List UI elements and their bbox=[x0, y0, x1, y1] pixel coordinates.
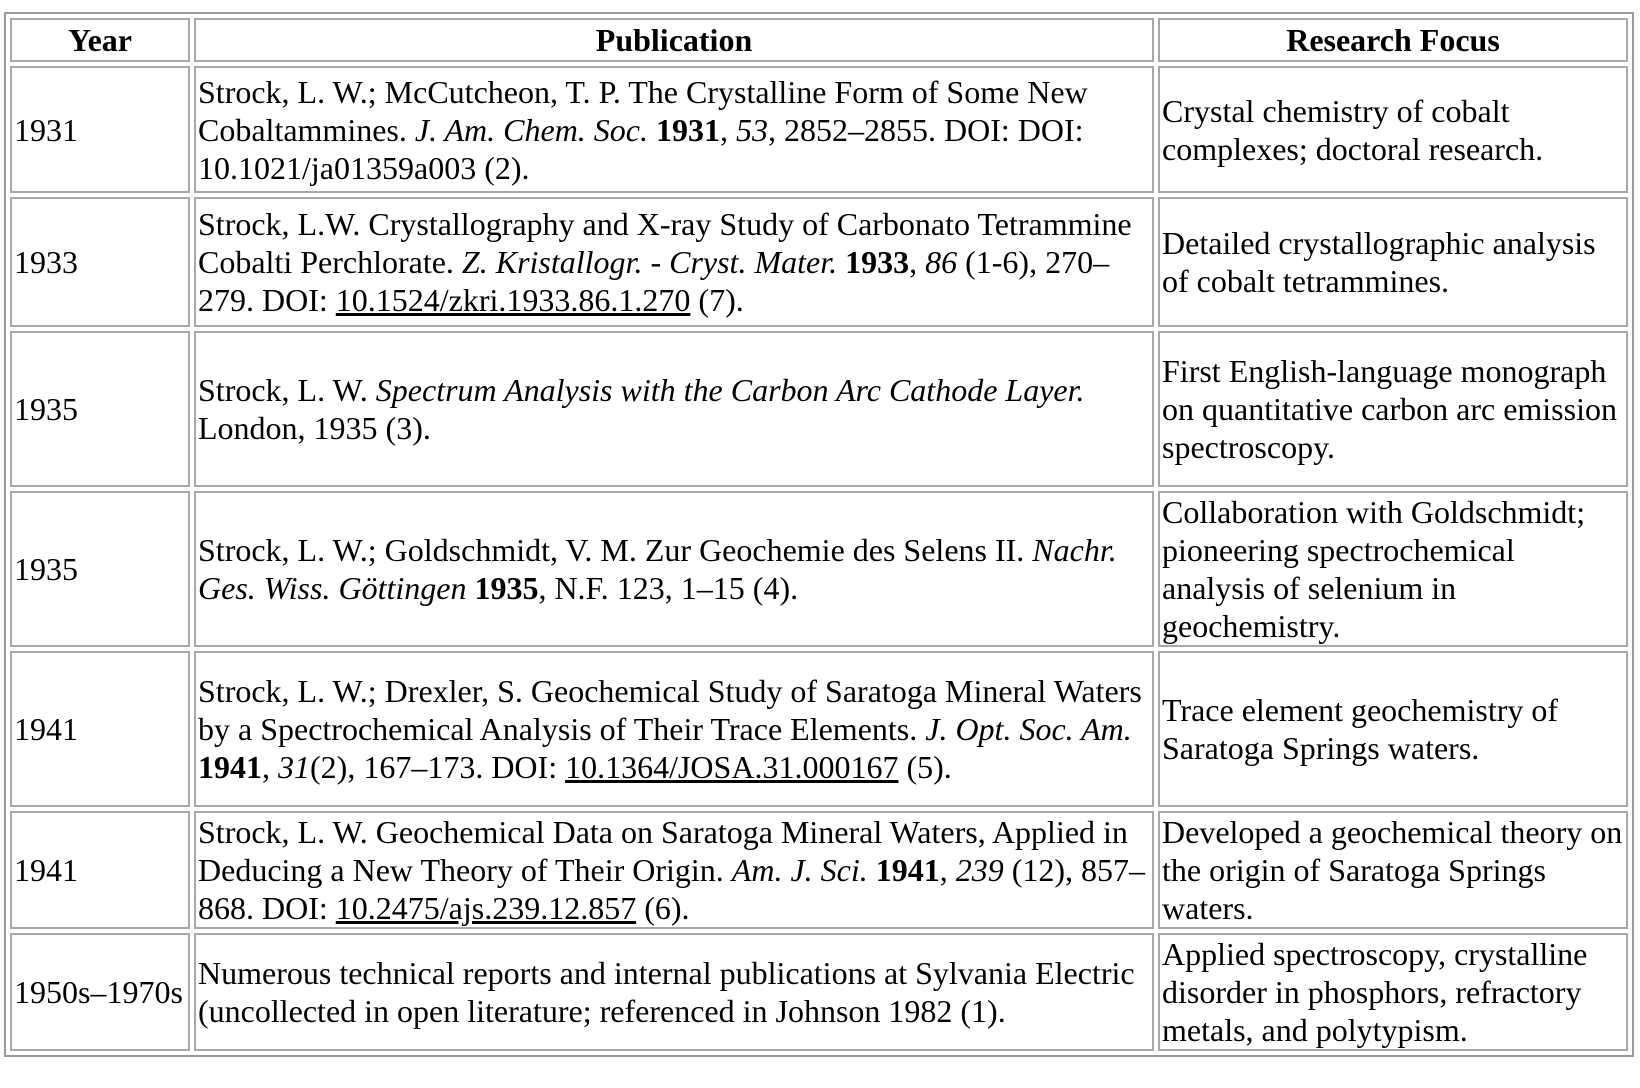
citation-separator bbox=[648, 112, 656, 148]
year-cell: 1950s–1970s bbox=[10, 933, 190, 1051]
citation-volume: 53 bbox=[736, 111, 768, 148]
citation-volume: 239 bbox=[955, 852, 1004, 888]
publication-cell bbox=[194, 331, 1154, 487]
citation-journal: J. Am. Chem. Soc. bbox=[414, 111, 648, 148]
publications-table bbox=[4, 12, 1634, 1057]
citation-pages: (2), 167–173. DOI: bbox=[310, 749, 566, 785]
year-cell: 1941 bbox=[10, 811, 190, 929]
citation-separator bbox=[868, 852, 876, 888]
focus-cell: Crystal chemistry of cobalt complexes; doctoral research. bbox=[1158, 66, 1628, 193]
citation-year: 1941 bbox=[198, 749, 262, 785]
focus-cell: Detailed crystallographic analysis of cobalt tetrammines. bbox=[1158, 197, 1628, 327]
focus-cell: First English-language monograph on quantitative carbon arc emission spectroscopy. bbox=[1158, 331, 1628, 487]
citation-year: 1933 bbox=[845, 244, 910, 280]
citation-rest: , N.F. 123, 1–15 (4). bbox=[538, 570, 799, 606]
table-row bbox=[10, 66, 1628, 193]
citation-volume: 31 bbox=[278, 749, 310, 785]
citation-separator: , bbox=[909, 244, 926, 280]
doi-link[interactable]: 10.1364/JOSA.31.000167 bbox=[565, 749, 899, 785]
publication-cell bbox=[194, 811, 1154, 929]
citation-pages: (1-6), 270–279. DOI: bbox=[198, 244, 1110, 318]
table-row bbox=[10, 651, 1628, 807]
focus-cell: Trace element geochemistry of Saratoga Springs waters. bbox=[1158, 651, 1628, 807]
publication-cell bbox=[194, 651, 1154, 807]
citation-pages: (12), 857–868. DOI: bbox=[198, 852, 1146, 926]
citation-year: 1931 bbox=[656, 111, 720, 148]
year-cell: 1941 bbox=[10, 651, 190, 807]
citation-authors-title: Strock, L. W.; Drexler, S. Geochemical Study of Saratoga Mineral Waters by a Spectrochemical Analysis of Their Trace Elements. bbox=[198, 673, 1142, 747]
citation-separator bbox=[837, 244, 845, 280]
publication-cell bbox=[194, 66, 1154, 193]
citation-journal: Nachr. Ges. Wiss. Göttingen bbox=[198, 532, 1117, 606]
header-row bbox=[10, 18, 1628, 62]
year-cell: 1933 bbox=[10, 197, 190, 327]
citation-journal: Z. Kristallogr. - Cryst. Mater. bbox=[461, 244, 838, 280]
citation-separator: , bbox=[262, 749, 278, 785]
citation-pages-doi: , 2852–2855. DOI: DOI: 10.1021/ja01359a003 (2). bbox=[198, 111, 1084, 186]
table-row bbox=[10, 197, 1628, 327]
focus-cell: Developed a geochemical theory on the origin of Saratoga Springs waters. bbox=[1158, 811, 1628, 929]
year-cell: 1935 bbox=[10, 331, 190, 487]
citation-separator: , bbox=[939, 852, 956, 888]
citation-authors-title: Strock, L.W. Crystallography and X-ray Study of Carbonato Tetrammine Cobalti Perchlorate. bbox=[198, 206, 1132, 280]
publication-cell: Numerous technical reports and internal publications at Sylvania Electric (uncollected in open literature; referenced in Johnson 1982 (1). bbox=[194, 933, 1154, 1051]
citation-journal: Am. J. Sci. bbox=[731, 852, 868, 888]
header-research-focus: Research Focus bbox=[1158, 18, 1628, 62]
table-row bbox=[10, 331, 1628, 487]
table-row bbox=[10, 811, 1628, 929]
publication-cell bbox=[194, 197, 1154, 327]
citation-authors-title: Strock, L. W.; McCutcheon, T. P. The Crystalline Form of Some New Cobaltammines. bbox=[198, 73, 1088, 148]
table-row bbox=[10, 491, 1628, 647]
citation-ref: (7). bbox=[690, 282, 744, 318]
citation-volume: 86 bbox=[925, 244, 958, 280]
citation-authors-title: Strock, L. W.; Goldschmidt, V. M. Zur Geochemie des Selens II. bbox=[198, 532, 1033, 568]
citation-year: 1941 bbox=[875, 852, 940, 888]
citation-rest: London, 1935 (3). bbox=[198, 410, 431, 446]
citation-authors: Strock, L. W. bbox=[198, 372, 376, 408]
citation-separator: , bbox=[720, 111, 736, 148]
citation-book-title: Spectrum Analysis with the Carbon Arc Cathode Layer. bbox=[375, 372, 1085, 408]
year-cell: 1931 bbox=[10, 66, 190, 193]
table-row bbox=[10, 933, 1628, 1051]
citation-ref: (6). bbox=[636, 890, 690, 926]
doi-link[interactable]: 10.2475/ajs.239.12.857 bbox=[335, 890, 637, 926]
doi-link[interactable]: 10.1524/zkri.1933.86.1.270 bbox=[335, 282, 691, 318]
citation-journal: J. Opt. Soc. Am. bbox=[925, 711, 1132, 747]
header-year: Year bbox=[10, 18, 190, 62]
publication-cell bbox=[194, 491, 1154, 647]
citation-year: 1935 bbox=[474, 570, 539, 606]
focus-cell: Applied spectroscopy, crystalline disorder in phosphors, refractory metals, and polytypism. bbox=[1158, 933, 1628, 1051]
citation-authors-title: Strock, L. W. Geochemical Data on Saratoga Mineral Waters, Applied in Deducing a New Theory of Their Origin. bbox=[198, 814, 1128, 888]
year-cell: 1935 bbox=[10, 491, 190, 647]
citation-ref: (5). bbox=[898, 749, 952, 785]
focus-cell: Collaboration with Goldschmidt; pioneering spectrochemical analysis of selenium in geochemistry. bbox=[1158, 491, 1628, 647]
header-publication: Publication bbox=[194, 18, 1154, 62]
